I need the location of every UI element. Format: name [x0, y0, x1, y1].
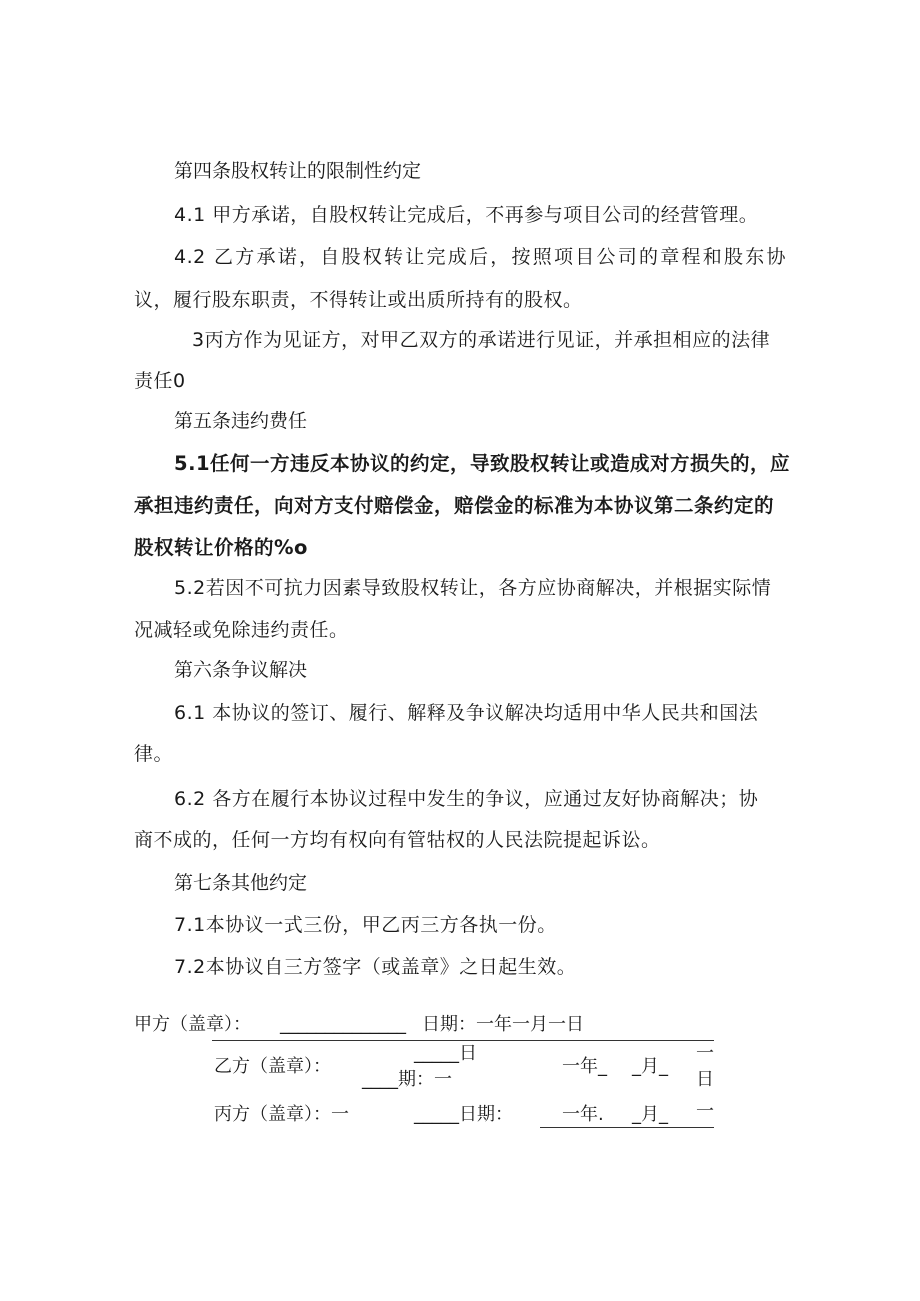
- party-a-date: 日期：一年一月一日: [422, 1014, 584, 1035]
- party-b-month: _月_: [632, 1056, 668, 1077]
- clause-4-2-line-2: 议，履行股东职责，不得转让或出质所持有的股权。: [134, 289, 583, 311]
- party-b-day-top: 一: [696, 1043, 714, 1064]
- clause-4-3-line-2: 责任0: [134, 370, 186, 392]
- clause-4-2-line-1: 4.2 乙方承诺，自股权转让完成后，按照项目公司的章程和股东协: [174, 246, 786, 268]
- signature-rule-top: [212, 1040, 714, 1041]
- party-a-signature-blank: ______________: [280, 1014, 406, 1035]
- party-c-label: 丙方（盖章）：一: [214, 1104, 349, 1125]
- party-b-label: 乙方（盖章）：: [214, 1056, 331, 1077]
- party-a-label: 甲方（盖章）：: [134, 1014, 251, 1035]
- clause-5-2-line-2: 况减轻或免除违约责任。: [134, 619, 349, 641]
- clause-6-1-line-2: 律。: [134, 743, 174, 765]
- party-b-day-bottom: 日: [696, 1069, 714, 1090]
- clause-6-2-line-2: 商不成的，任何一方均有权向有管牯权的人民法院提起诉讼。: [134, 829, 661, 851]
- party-c-year: 一年.: [562, 1104, 604, 1125]
- clause-4-3-line-1: 3丙方作为见证方，对甲乙双方的承诺进行见证，并承担相应的法律: [192, 329, 771, 351]
- party-b-blank-bottom: ____期：一: [362, 1069, 452, 1090]
- party-b-blank-top: _____日: [414, 1043, 477, 1064]
- article-7-heading: 第七条其他约定: [174, 872, 308, 894]
- signature-rule-bottom: [540, 1127, 714, 1128]
- clause-6-2-line-1: 6.2 各方在履行本协议过程中发生的争议，应通过友好协商解决；协: [174, 788, 759, 810]
- party-c-month: _月_: [632, 1104, 668, 1125]
- party-c-day: 一: [696, 1101, 714, 1122]
- party-b-year: 一年_: [562, 1056, 607, 1077]
- article-6-heading: 第六条争议解决: [174, 659, 308, 681]
- party-c-blank: _____日期：: [414, 1104, 513, 1125]
- clause-5-1-line-2: 承担违约责任，向对方支付赔偿金，赔偿金的标准为本协议第二条约定的: [134, 494, 775, 517]
- clause-5-1-line-1: 5.1任何一方违反本协议的约定，导致股权转让或造成对方损失的，应: [174, 452, 791, 475]
- clause-6-1-line-1: 6.1 本协议的签订、履行、解释及争议解决均适用中华人民共和国法: [174, 702, 759, 724]
- clause-4-1: 4.1 甲方承诺，自股权转让完成后，不再参与项目公司的经营管理。: [174, 204, 759, 226]
- clause-5-2-line-1: 5.2若因不可抗力因素导致股权转让，各方应协商解决，并根据实际情: [174, 577, 772, 599]
- clause-7-2: 7.2本协议自三方签字（或盖章》之日起生效。: [174, 956, 577, 978]
- article-5-heading: 第五条违约费任: [174, 410, 308, 432]
- clause-7-1: 7.1本协议一式三份，甲乙丙三方各执一份。: [174, 914, 557, 936]
- article-4-heading: 第四条股权转让的限制性约定: [174, 160, 422, 182]
- clause-5-1-line-3: 股权转让价格的%o: [134, 536, 308, 559]
